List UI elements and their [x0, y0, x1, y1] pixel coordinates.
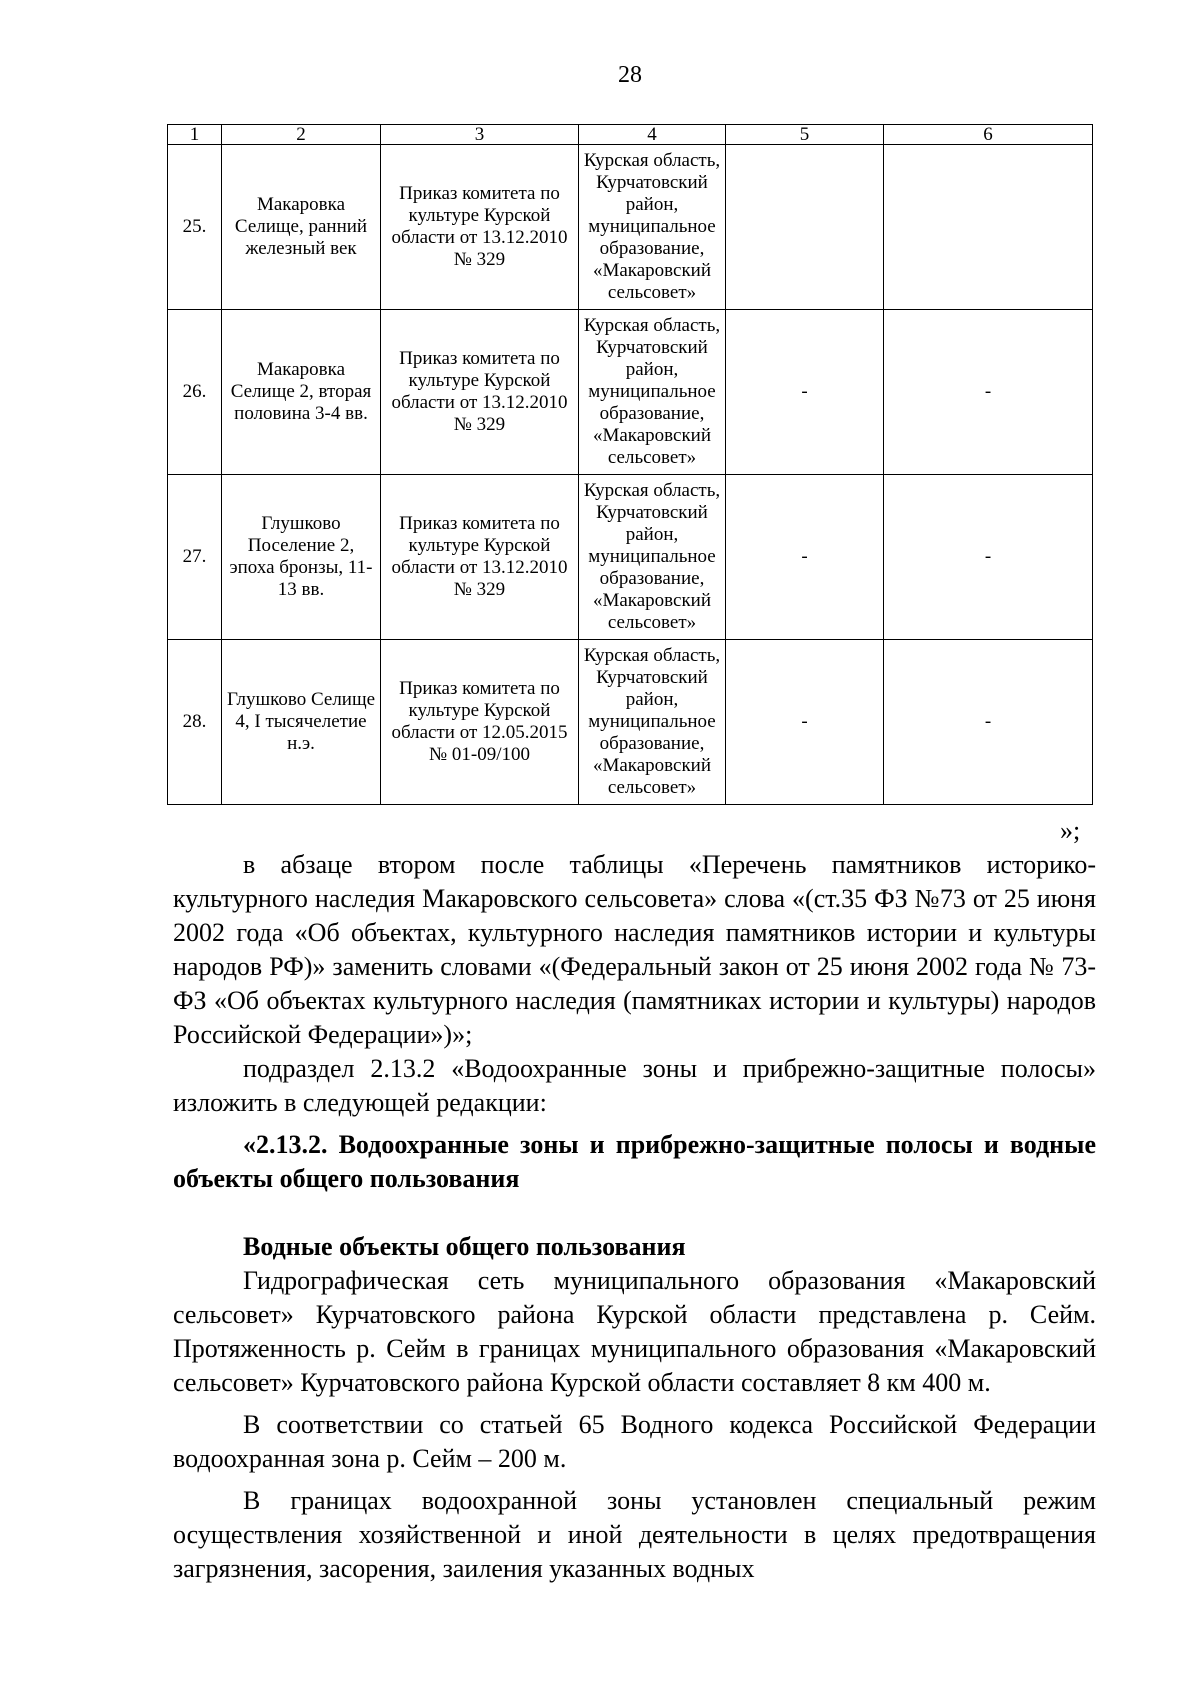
- column-6-value: -: [884, 475, 1093, 640]
- page-number: 28: [618, 62, 642, 88]
- protection-document: Приказ комитета по культуре Курской области от 12.05.2015 № 01-09/100: [381, 640, 579, 805]
- monument-location: Курская область, Курчатовский район, муниципальное образование, «Макаровский сельсовет»: [579, 145, 726, 310]
- monument-location: Курская область, Курчатовский район, муниципальное образование, «Макаровский сельсовет»: [579, 310, 726, 475]
- paragraph-amendment-1: в абзаце втором после таблицы «Перечень памятников историко-культурного наследия Макаровского сельсовета» слова «(ст.35 ФЗ №73 от 25 июня 2002 года «Об объектах, культурного наследия памятников истории и культуры народов РФ)» заменить словами «(Федеральный закон от 25 июня 2002 года № 73-ФЗ «Об объектах культурного наследия (памятниках истории и культуры) народов Российской Федерации»)»;: [173, 850, 1096, 1049]
- monument-location: Курская область, Курчатовский район, муниципальное образование, «Макаровский сельсовет»: [579, 475, 726, 640]
- protection-document: Приказ комитета по культуре Курской области от 13.12.2010 № 329: [381, 145, 579, 310]
- column-5-value: [726, 145, 884, 310]
- header-cell: 5: [726, 125, 884, 145]
- column-6-value: [884, 145, 1093, 310]
- row-number: 25.: [168, 145, 222, 310]
- document-body: [173, 848, 1096, 1586]
- paragraph-hydrography: Гидрографическая сеть муниципального образования «Макаровский сельсовет» Курчатовского района Курской области представлена р. Сейм. Протяженность р. Сейм в границах муниципального образования «Макаровский сельсовет» Курчатовского района Курской области составляет 8 км 400 м.: [173, 1266, 1096, 1397]
- header-cell: 4: [579, 125, 726, 145]
- column-5-value: -: [726, 310, 884, 475]
- monument-location: Курская область, Курчатовский район, муниципальное образование, «Макаровский сельсовет»: [579, 640, 726, 805]
- table-row: [168, 475, 1093, 640]
- paragraph-amendment-2: подраздел 2.13.2 «Водоохранные зоны и прибрежно-защитные полосы» изложить в следующей редакции:: [173, 1054, 1096, 1117]
- header-cell: 6: [884, 125, 1093, 145]
- table-row: [168, 310, 1093, 475]
- table-row: [168, 640, 1093, 805]
- column-5-value: -: [726, 640, 884, 805]
- header-cell: 3: [381, 125, 579, 145]
- section-title: «2.13.2. Водоохранные зоны и прибрежно-защитные полосы и водные объекты общего пользования: [173, 1130, 1096, 1193]
- row-number: 27.: [168, 475, 222, 640]
- table-row: [168, 145, 1093, 310]
- monument-name: Глушково Поселение 2, эпоха бронзы, 11-13 вв.: [222, 475, 381, 640]
- protection-document: Приказ комитета по культуре Курской области от 13.12.2010 № 329: [381, 475, 579, 640]
- header-cell: 1: [168, 125, 222, 145]
- header-cell: 2: [222, 125, 381, 145]
- protection-document: Приказ комитета по культуре Курской области от 13.12.2010 № 329: [381, 310, 579, 475]
- paragraph-special-regime: В границах водоохранной зоны установлен специальный режим осуществления хозяйственной и иной деятельности в целях предотвращения загрязнения, засорения, заиления указанных водных: [173, 1486, 1096, 1583]
- paragraph-water-zone: В соответствии со статьей 65 Водного кодекса Российской Федерации водоохранная зона р. Сейм – 200 м.: [173, 1410, 1096, 1473]
- monument-name: Макаровка Селище, ранний железный век: [222, 145, 381, 310]
- monument-name: Глушково Селище 4, I тысячелетие н.э.: [222, 640, 381, 805]
- row-number: 28.: [168, 640, 222, 805]
- row-number: 26.: [168, 310, 222, 475]
- column-5-value: -: [726, 475, 884, 640]
- monument-name: Макаровка Селище 2, вторая половина 3-4 вв.: [222, 310, 381, 475]
- column-6-value: -: [884, 310, 1093, 475]
- subsection-heading: Водные объекты общего пользования: [243, 1232, 686, 1261]
- table-closing-quote: »;: [1060, 816, 1081, 845]
- column-6-value: -: [884, 640, 1093, 805]
- monuments-table: [167, 124, 1093, 805]
- table-header-row: [168, 125, 1093, 145]
